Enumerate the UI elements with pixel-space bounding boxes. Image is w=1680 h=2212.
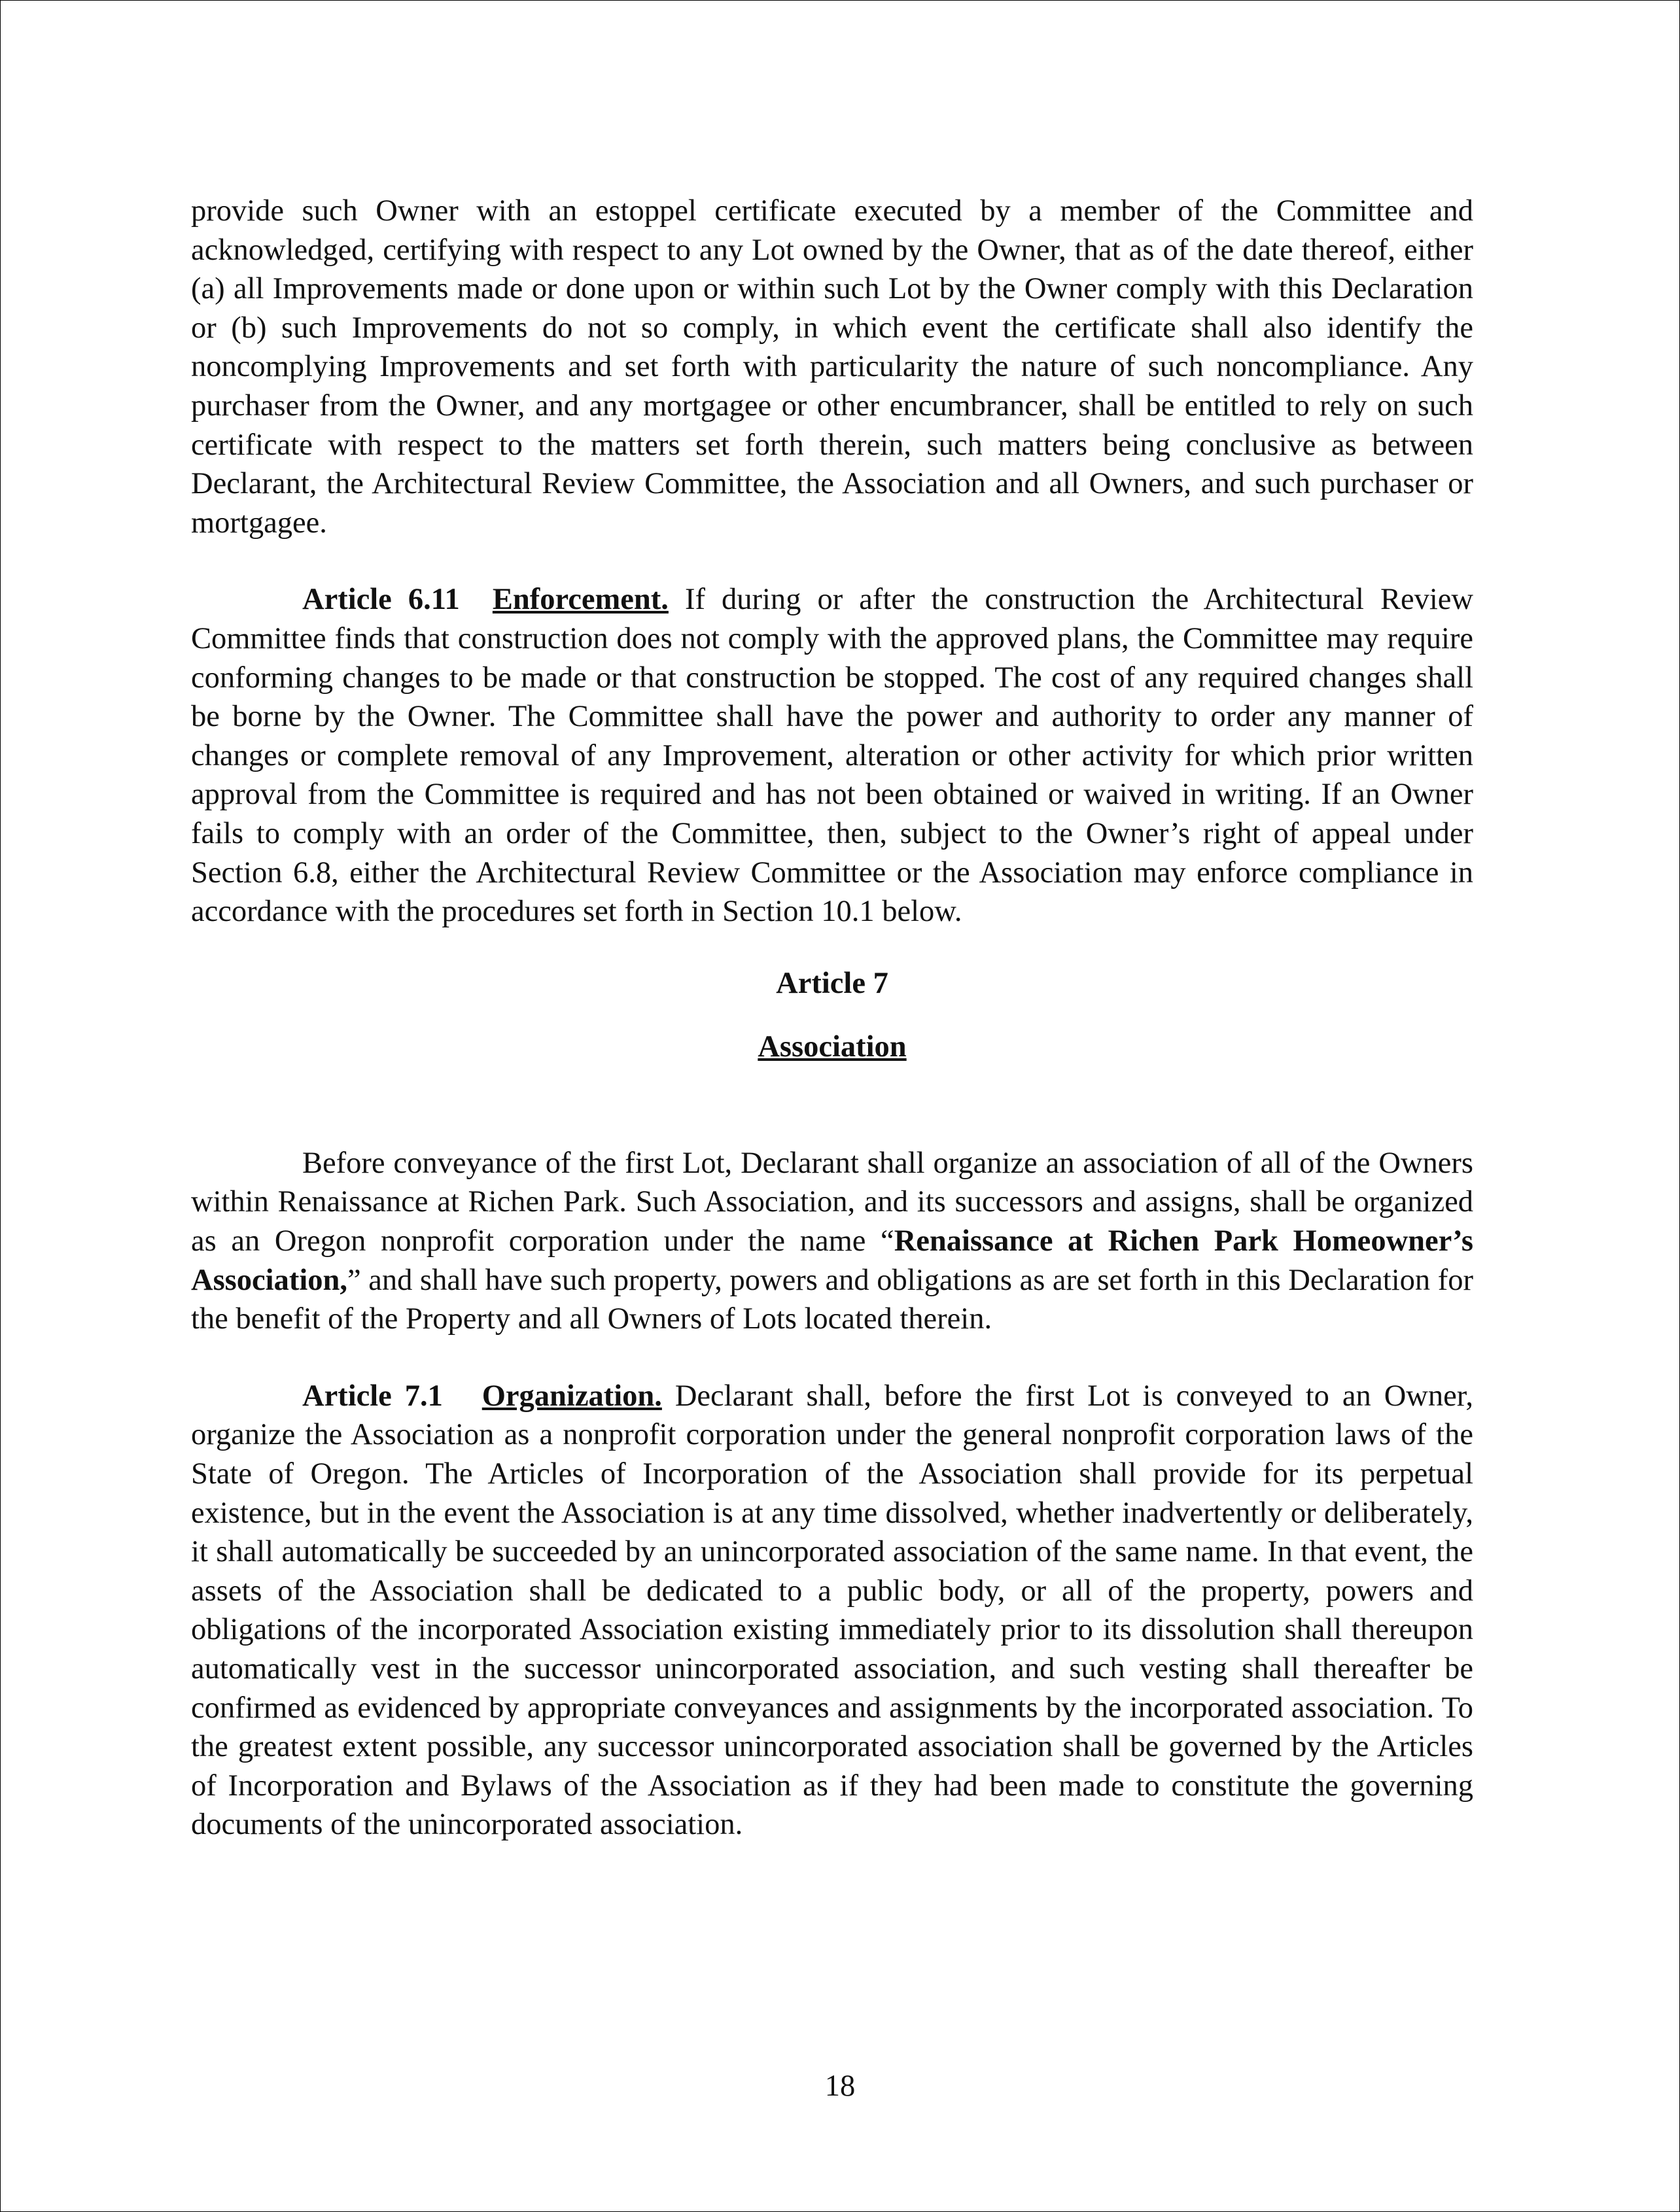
article-6-11-body: If during or after the construction the Architectural Review Committee finds that construction does not comply with the approved plans, the Committee may require conforming changes to be made or that construction be stopped. The cost of any required changes shall be borne by the Owner. The Committee shall have the power and authority to order any manner of changes or complete removal of any Improvement, alteration or other activity for which prior written approval from the Committee is required and has not been obtained or waived in writing. If an Owner fails to comply with an order of the Committee, then, subject to the Owner’s right of appeal under Section 6.8, either the Architectural Review Committee or the Association may enforce compliance in accordance with the procedures set forth in Section 10.1 below. bbox=[191, 583, 1473, 929]
association-intro-text-2: ” and shall have such property, powers and obligations as are set forth in this Declaration for the benefit of the Property and all Owners of Lots located therein. bbox=[191, 1263, 1473, 1336]
paragraph-association-intro bbox=[191, 1144, 1473, 1339]
article-7-title: Association bbox=[758, 1030, 907, 1064]
paragraph-article-7-1 bbox=[191, 1377, 1473, 1844]
article-6-11-number: Article 6.11 bbox=[302, 583, 460, 617]
paragraph-article-6-11 bbox=[191, 580, 1473, 931]
paragraph-estoppel-continuation: provide such Owner with an estoppel certificate executed by a member of the Committee and acknowledged, certifying with respect to any Lot owned by the Owner, that as of the date thereof, either (a) all Improvements made or done upon or within such Lot by the Owner comply with this Declaration or (b) such Improvements do not so comply, in which event the certificate shall also identify the noncomplying Improvements and set forth with particularity the nature of such noncompliance. Any purchaser from the Owner, and any mortgagee or other encumbrancer, shall be entitled to rely on such certificate with respect to the matters set forth therein, such matters being conclusive as between Declarant, the Architectural Review Committee, the Association and all Owners, and such purchaser or mortgagee. bbox=[191, 194, 1473, 540]
article-7-1-title: Organization. bbox=[481, 1379, 662, 1413]
article-6-11-title: Enforcement. bbox=[492, 583, 669, 617]
article-7-1-number: Article 7.1 bbox=[302, 1379, 443, 1413]
page-number: 18 bbox=[824, 2069, 856, 2103]
article-7-heading: Article 7 bbox=[776, 966, 888, 1000]
page-body bbox=[191, 192, 1473, 1844]
article-7-1-body: Declarant shall, before the first Lot is conveyed to an Owner, organize the Association as a nonprofit corporation under the general nonprofit corporation laws of the State of Oregon. The Articles of Incorporation of the Association shall provide for its perpetual existence, but in the event the Association is at any time dissolved, whether inadvertently or deliberately, it shall automatically be succeeded by an unincorporated association of the same name. In that event, the assets of the Association shall be dedicated to a public body, or all of the property, powers and obligations of the incorporated Association existing immediately prior to its dissolution shall thereupon automatically vest in the successor unincorporated association, and such vesting shall thereafter be confirmed as evidenced by appropriate conveyances and assignments by the incorporated association. To the greatest extent possible, any successor unincorporated association shall be governed by the Articles of Incorporation and Bylaws of the Association as if they had been made to constitute the governing documents of the unincorporated association. bbox=[191, 1379, 1474, 1842]
association-intro-text-1: Before conveyance of the first Lot, Declarant shall organize an association of all of the Owners within Renaissance at Richen Park. Such Association, and its successors and assigns, shall be organized as an Oregon nonprofit corporation under the name “ bbox=[191, 1146, 1473, 1258]
association-name: Renaissance at Richen Park Homeowner’s Association, bbox=[191, 1224, 1473, 1297]
